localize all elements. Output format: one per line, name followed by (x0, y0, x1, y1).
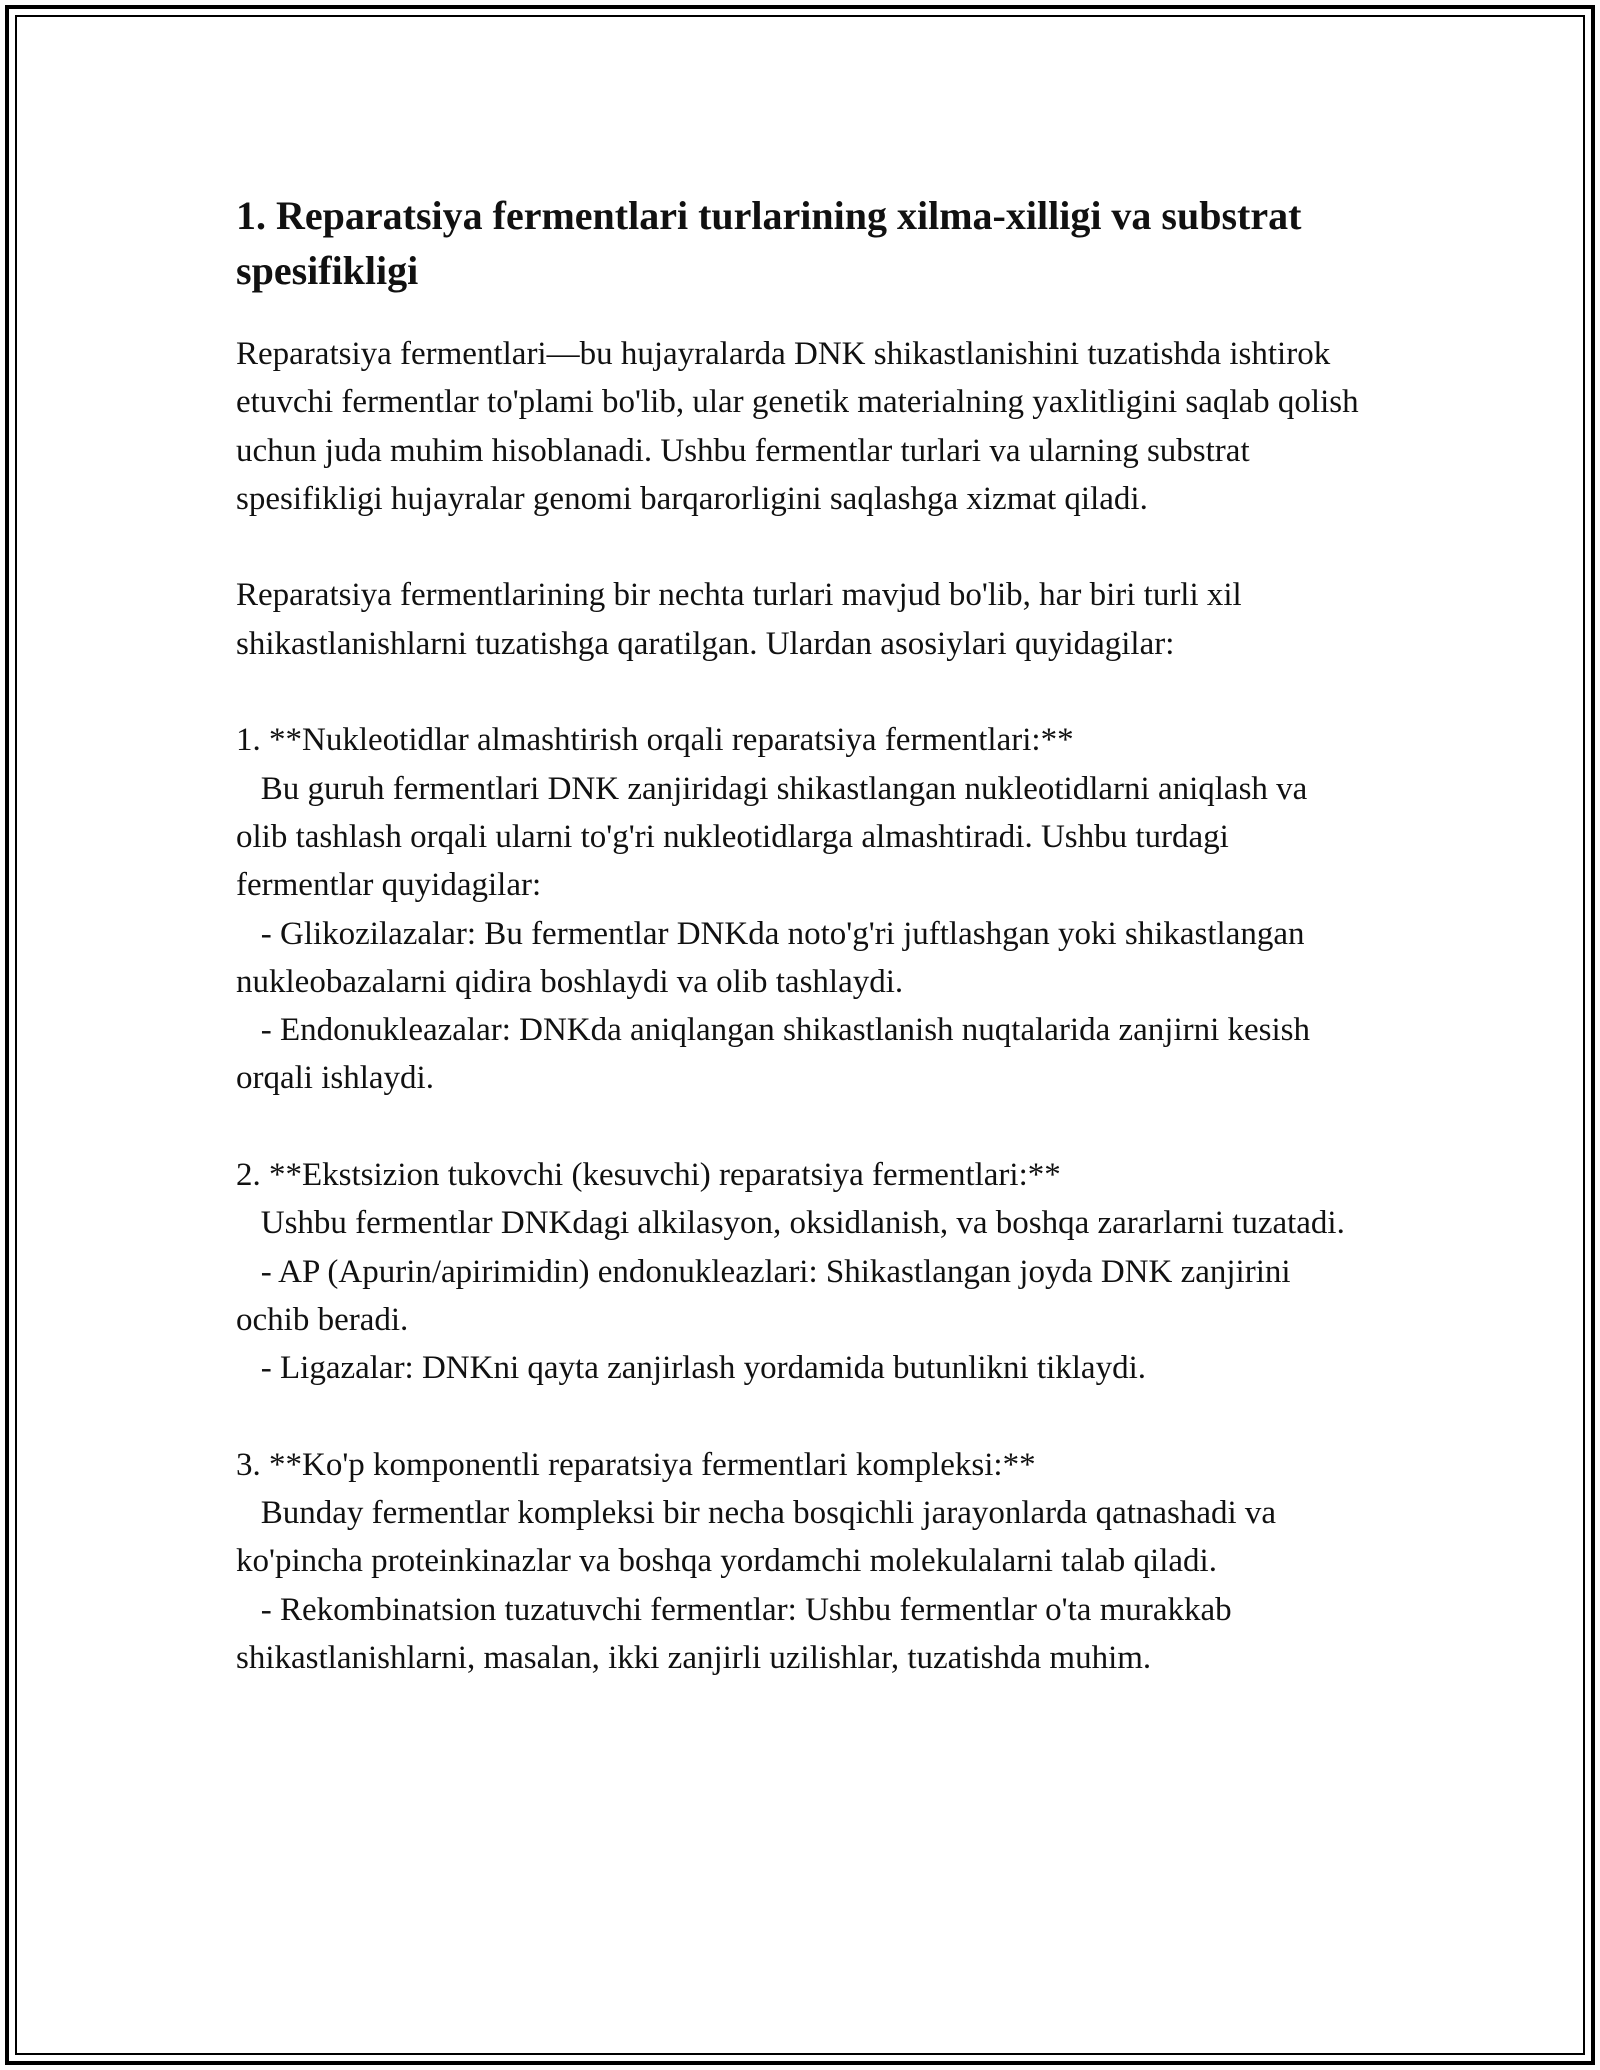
section-item: - Ligazalar: DNKni qayta zanjirlash yordamida butunlikni tiklaydi. (236, 1350, 1146, 1387)
paragraph-gap (236, 668, 1366, 716)
section-description: Bunday fermentlar kompleksi bir necha bosqichli jarayonlarda qatnashadi va ko'pincha proteinkinazlar va boshqa yordamchi molekulalarni talab qiladi. (236, 1495, 1285, 1580)
section-heading: 2. **Ekstsizion tukovchi (kesuvchi) reparatsiya fermentlari:** (236, 1157, 1061, 1194)
section-heading: 1. **Nukleotidlar almashtirish orqali reparatsiya fermentlari:** (236, 722, 1074, 759)
intro-paragraph: Reparatsiya fermentlari—bu hujayralarda DNK shikastlanishini tuzatishda ishtirok etuvchi fermentlar to'plami bo'lib, ular genetik materialning yaxlitligini saqlab qolish uchun juda muhim hisoblanadi. Ushbu fermentlar turlari va ularning substrat spesifikligi hujayralar genomi barqarorligini saqlashga xizmat qiladi. (236, 336, 1367, 517)
paragraph-gap (236, 1393, 1366, 1441)
section-item: - AP (Apurin/apirimidin) endonukleazlari: Shikastlangan joyda DNK zanjirini ochib beradi. (236, 1253, 1299, 1338)
paragraph-gap (236, 523, 1366, 571)
document-title: 1. Reparatsiya fermentlari turlarining xilma-xilligi va substrat spesifikligi (236, 193, 1302, 293)
document-body (236, 188, 1366, 1682)
paragraph-gap (236, 1103, 1366, 1151)
section-item: - Glikozilazalar: Bu fermentlar DNKda noto'g'ri juftlashgan yoki shikastlangan nukleobazalarni qidira boshlaydi va olib tashlaydi. (236, 915, 1313, 1000)
section-description: Bu guruh fermentlari DNK zanjiridagi shikastlangan nukleotidlarni aniqlash va olib tashlash orqali ularni to'g'ri nukleotidlarga almashtiradi. Ushbu turdagi fermentlar quyidagilar: (236, 770, 1316, 904)
intro-paragraph: Reparatsiya fermentlarining bir nechta turlari mavjud bo'lib, har biri turli xil shikastlanishlarni tuzatishga qaratilgan. Ulardan asosiylari quyidagilar: (236, 577, 1250, 662)
section-1 (236, 716, 1366, 1102)
section-item: - Endonukleazalar: DNKda aniqlangan shikastlanish nuqtalarida zanjirni kesish orqali ishlaydi. (236, 1012, 1319, 1097)
section-description: Ushbu fermentlar DNKdagi alkilasyon, oksidlanish, va boshqa zararlarni tuzatadi. (236, 1205, 1345, 1242)
section-2 (236, 1151, 1366, 1392)
section-item: - Rekombinatsion tuzatuvchi fermentlar: Ushbu fermentlar o'ta murakkab shikastlanishlarni, masalan, ikki zanjirli uzilishlar, tuzatishda muhim. (236, 1591, 1240, 1677)
section-heading: 3. **Ko'p komponentli reparatsiya fermentlari kompleksi:** (236, 1446, 1036, 1483)
section-3 (236, 1441, 1366, 1682)
